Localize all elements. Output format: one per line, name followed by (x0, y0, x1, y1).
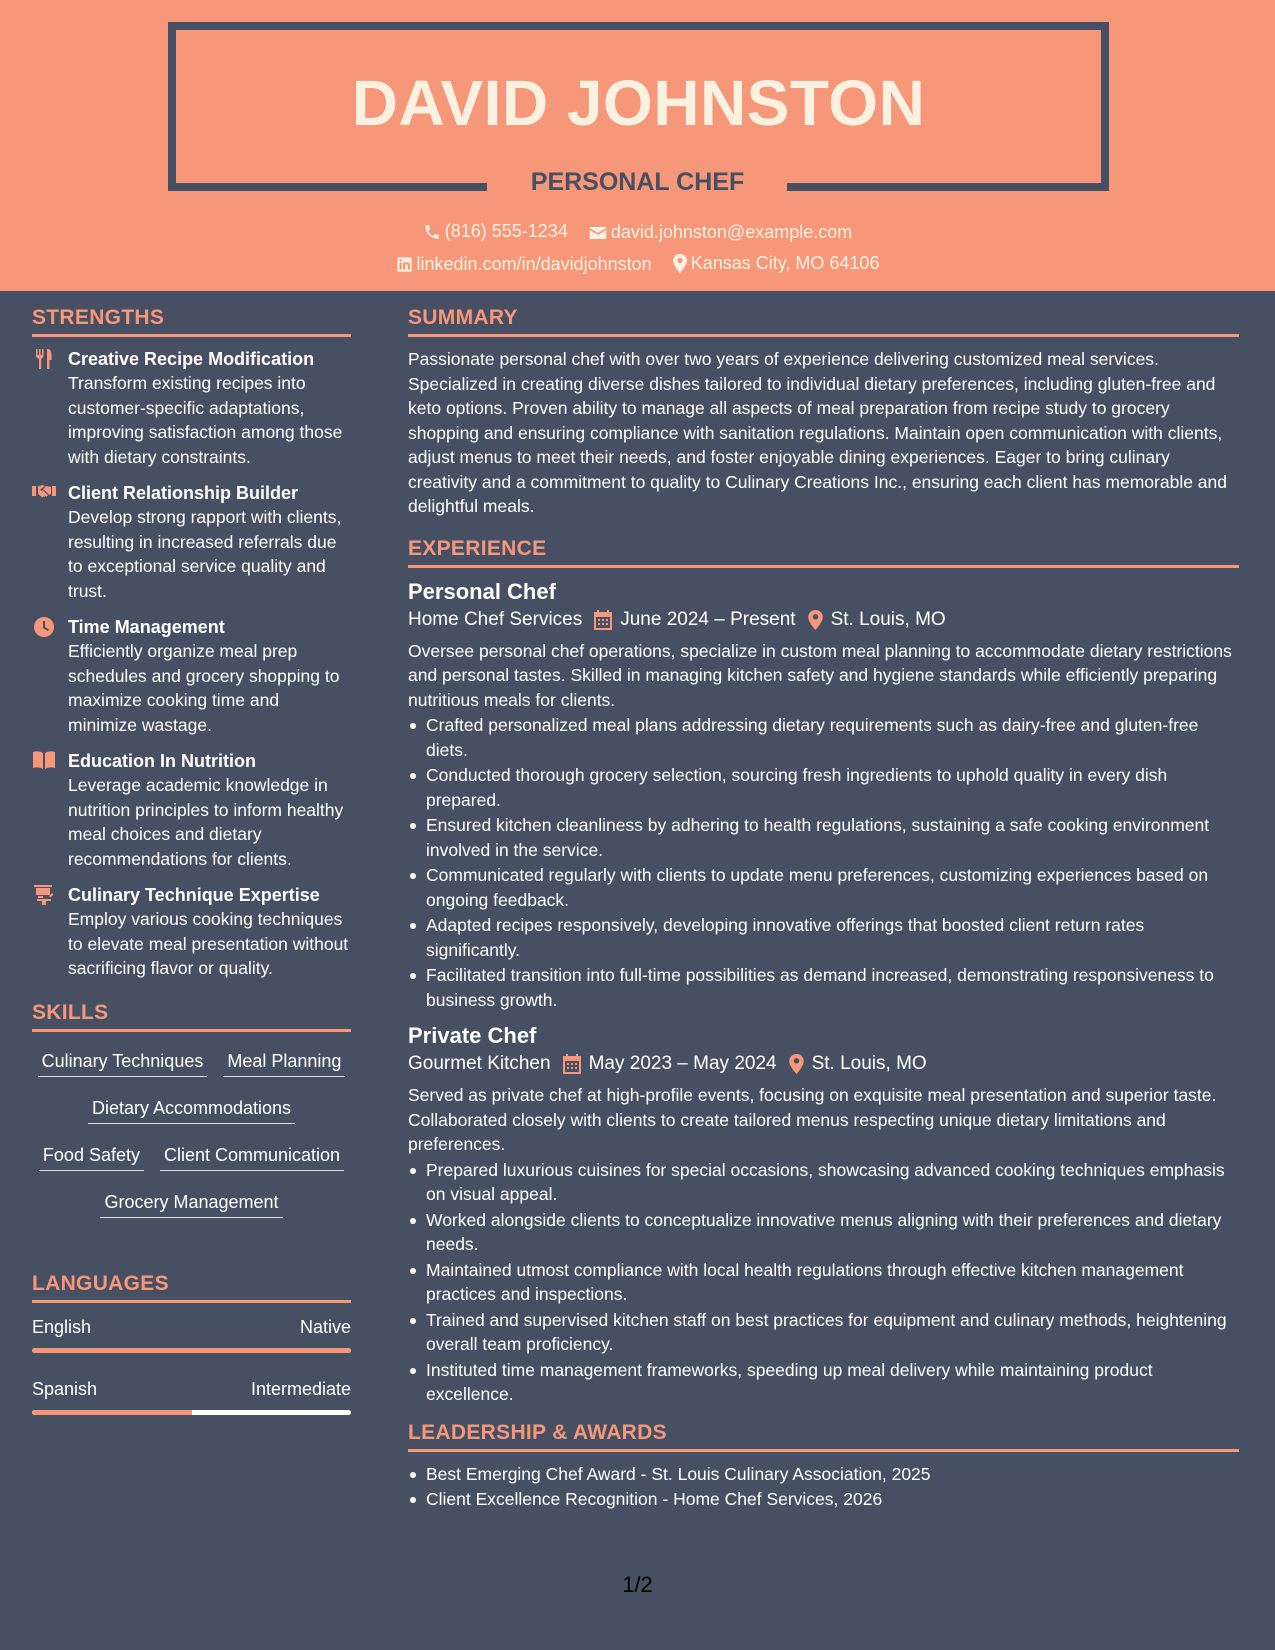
skill-tag: Food Safety (39, 1136, 144, 1171)
strength-item (32, 749, 351, 871)
skill-tag: Meal Planning (223, 1042, 345, 1077)
candidate-name: DAVID JOHNSTON (351, 67, 926, 139)
job-dates: June 2024 – Present (620, 608, 796, 630)
language-bar (32, 1410, 351, 1415)
skills-list (32, 1042, 351, 1230)
language-name: English (32, 1316, 92, 1337)
map-pin-icon (808, 610, 823, 630)
handshake-icon (32, 481, 56, 603)
strength-item (32, 481, 351, 603)
strength-item (32, 347, 351, 469)
strength-title: Culinary Technique Expertise (68, 885, 320, 905)
job-location: St. Louis, MO (811, 1053, 927, 1074)
job-location-wrap (789, 1053, 927, 1075)
job-location: St. Louis, MO (830, 608, 946, 630)
book-icon (32, 749, 56, 871)
utensils-icon (32, 347, 56, 469)
clock-icon (32, 615, 56, 737)
strength-title: Creative Recipe Modification (68, 349, 315, 369)
job-entry (408, 578, 1239, 1013)
chalkboard-icon (32, 883, 56, 981)
contact-email[interactable] (589, 222, 852, 243)
strengths-list (32, 347, 351, 981)
job-location-wrap (808, 609, 946, 631)
award-item: Best Emerging Chef Award - St. Louis Culinary Association, 2025 (408, 1462, 1239, 1487)
skill-tag: Grocery Management (100, 1183, 282, 1218)
strength-item (32, 883, 351, 981)
job-bullet: Communicated regularly with clients to update menu preferences, customizing experiences based on ongoing feedback. (408, 863, 1239, 912)
language-level: Intermediate (250, 1378, 351, 1399)
strength-desc: Transform existing recipes into customer-specific adaptations, improving satisfaction among those with dietary constraints. (68, 373, 343, 467)
job-description: Oversee personal chef operations, specialize in custom meal planning to accommodate dietary restrictions and personal tastes. Skilled in managing kitchen safety and hygiene standards while efficiently preparing nutritious meals for clients. (408, 640, 1232, 710)
location-text: Kansas City, MO 64106 (690, 253, 880, 273)
job-dates: May 2023 – May 2024 (588, 1053, 777, 1074)
job-entry (408, 1022, 1239, 1407)
experience-heading: EXPERIENCE (408, 537, 1239, 568)
email-text: david.johnston@example.com (610, 222, 853, 242)
strength-title: Time Management (68, 617, 225, 637)
skill-tag: Culinary Techniques (38, 1042, 208, 1077)
language-item (32, 1317, 351, 1353)
contact-phone (423, 221, 568, 242)
skill-tag: Client Communication (160, 1136, 344, 1171)
jobs-list (408, 578, 1239, 1407)
strength-item (32, 615, 351, 737)
languages-list (32, 1317, 351, 1415)
strength-desc: Employ various cooking techniques to elevate meal presentation without sacrificing flavor or quality. (68, 909, 349, 978)
job-bullets (408, 1158, 1239, 1407)
job-bullet: Trained and supervised kitchen staff on best practices for equipment and culinary methods, heightening overall team proficiency. (408, 1308, 1239, 1357)
strengths-heading: STRENGTHS (32, 306, 351, 337)
contact-linkedin[interactable] (396, 254, 652, 275)
map-pin-icon (673, 254, 687, 273)
job-role: Private Chef (408, 1023, 537, 1048)
awards-list (408, 1462, 1239, 1512)
job-bullet: Facilitated transition into full-time possibilities as demand increased, demonstrating responsiveness to business growth. (408, 963, 1239, 1012)
skills-heading: SKILLS (32, 1001, 351, 1032)
language-bar (32, 1348, 351, 1353)
job-bullets (408, 713, 1239, 1012)
contact-line-1 (0, 221, 1275, 246)
job-bullet: Conducted thorough grocery selection, sourcing fresh ingredients to uphold quality in every dish prepared. (408, 763, 1239, 812)
envelope-icon (589, 225, 607, 241)
calendar-icon (563, 1054, 581, 1074)
language-bar-fill (32, 1410, 192, 1415)
contact-line-2 (0, 253, 1275, 278)
job-title: PERSONAL CHEF (530, 168, 745, 196)
job-bullet: Instituted time management frameworks, speeding up meal delivery while maintaining product excellence. (408, 1358, 1239, 1407)
phone-icon (423, 223, 441, 241)
page-number: 1/2 (622, 1572, 653, 1597)
strength-desc: Develop strong rapport with clients, resulting in increased referrals due to exceptional service quality and trust. (68, 507, 342, 601)
language-level: Native (299, 1316, 351, 1337)
summary-text: Passionate personal chef with over two years of experience delivering customized meal services. Specialized in creating diverse dishes tailored to individual dietary preferences, including gluten-free and keto options. Proven ability to manage all aspects of meal preparation from recipe study to grocery shopping and ensuring compliance with sanitation regulations. Maintain open communication with clients, adjust menus to meet their needs, and foster enjoyable dining experiences. Eager to bring culinary creativity and a commitment to quality to Culinary Creations Inc., ensuring each client has memorable and delightful meals. (408, 349, 1228, 516)
language-name: Spanish (32, 1378, 98, 1399)
strength-title: Education In Nutrition (68, 751, 256, 771)
right-column (408, 306, 1239, 1522)
phone-text: (816) 555-1234 (444, 221, 568, 241)
job-description: Served as private chef at high-profile events, focusing on exquisite meal presentation and superior taste. Collaborated closely with clients to create tailored menus respecting unique dietary limitations and preferences. (408, 1085, 1217, 1154)
job-company: Gourmet Kitchen (408, 1053, 551, 1074)
summary-heading: SUMMARY (408, 306, 1239, 337)
job-role: Personal Chef (408, 578, 556, 604)
awards-heading: LEADERSHIP & AWARDS (408, 1421, 1239, 1452)
job-bullet: Adapted recipes responsively, developing innovative offerings that boosted client return rates significantly. (408, 913, 1239, 962)
language-item (32, 1379, 351, 1415)
skill-tag: Dietary Accommodations (88, 1089, 295, 1124)
award-item: Client Excellence Recognition - Home Chef Services, 2026 (408, 1487, 1239, 1512)
job-bullet: Prepared luxurious cuisines for special occasions, showcasing advanced cooking techniques emphasis on visual appeal. (408, 1158, 1239, 1207)
job-company: Home Chef Services (408, 608, 583, 630)
job-meta (408, 609, 1239, 631)
job-dates-wrap (594, 609, 795, 631)
calendar-icon (594, 610, 612, 630)
resume-header (0, 0, 1275, 291)
strength-desc: Efficiently organize meal prep schedules and grocery shopping to maximize cooking time and minimize wastage. (68, 641, 340, 735)
language-bar-fill (32, 1348, 351, 1353)
strength-title: Client Relationship Builder (68, 483, 299, 503)
name-frame (168, 22, 1109, 191)
job-meta (408, 1053, 1239, 1075)
job-bullet: Ensured kitchen cleanliness by adhering to health regulations, sustaining a safe cooking environment involved in the service. (408, 813, 1239, 862)
linkedin-icon (396, 256, 413, 273)
languages-heading: LANGUAGES (32, 1272, 351, 1303)
job-bullet: Maintained utmost compliance with local health regulations through effective kitchen management practices and inspections. (408, 1258, 1239, 1307)
job-bullet: Worked alongside clients to conceptualize innovative menus aligning with their preferences and dietary needs. (408, 1208, 1239, 1257)
left-column (32, 306, 351, 1441)
contact-location (673, 253, 880, 274)
strength-desc: Leverage academic knowledge in nutrition principles to inform healthy meal choices and dietary recommendations for clients. (68, 775, 344, 869)
job-bullet: Crafted personalized meal plans addressing dietary requirements such as dairy-free and gluten-free diets. (408, 713, 1239, 762)
map-pin-icon (789, 1054, 804, 1074)
job-dates-wrap (563, 1053, 777, 1075)
linkedin-text: linkedin.com/in/davidjohnston (416, 254, 652, 274)
